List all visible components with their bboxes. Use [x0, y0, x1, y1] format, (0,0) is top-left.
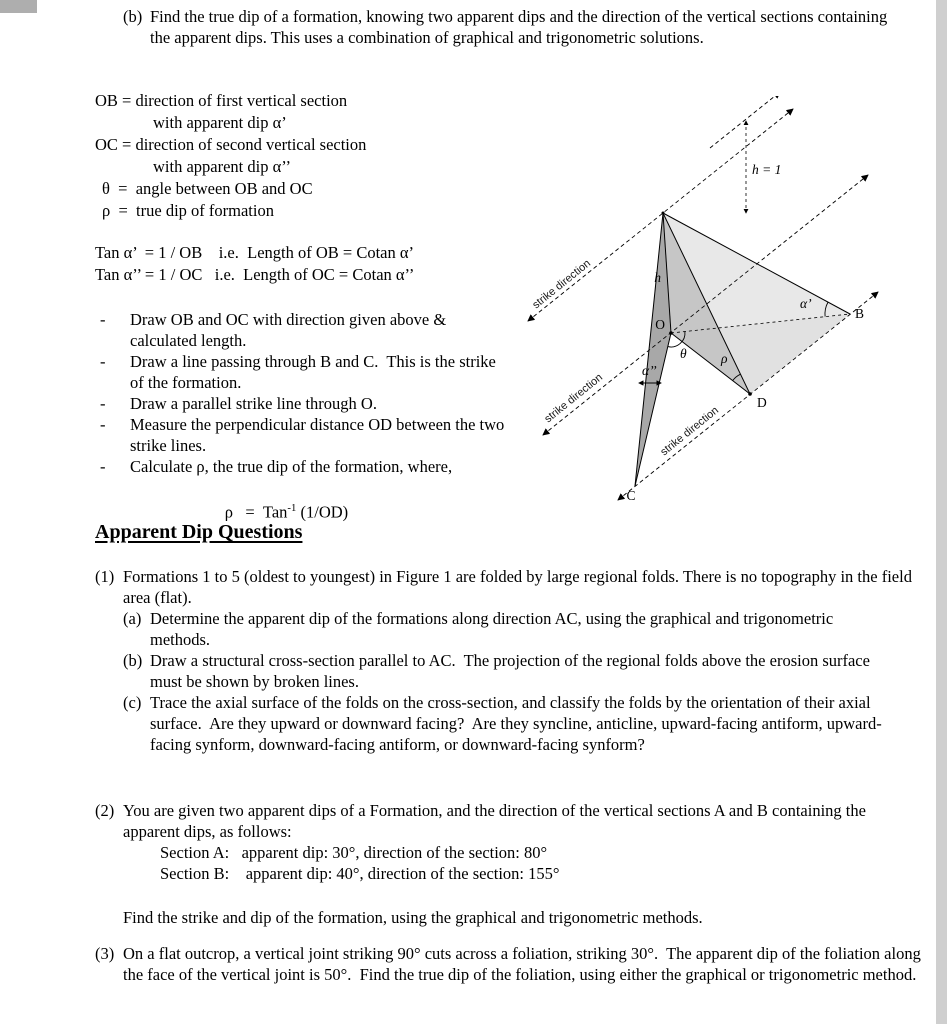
part-a-text: Determine the apparent dip of the formations along direction AC, using the graphical and trigonometric methods. [150, 609, 838, 649]
rho-label: ρ [721, 351, 728, 366]
intro-paragraph [123, 6, 895, 48]
definitions-block [95, 90, 525, 222]
question-3-number: (3) [95, 944, 115, 963]
definition-rho: ρ = true dip of formation [102, 201, 274, 220]
definition-ob: OB = direction of first vertical section [95, 91, 348, 110]
point-d-dot [748, 392, 752, 396]
strike-direction-label-1: strike direction [530, 257, 594, 312]
step-text: Draw a parallel strike line through O. [130, 394, 377, 413]
apex-dot [662, 212, 665, 215]
strike-line-top-segment [710, 96, 780, 148]
step-text: Draw a line passing through B and C. This is the strike of the formation. [130, 352, 500, 392]
step-item [95, 351, 515, 393]
part-c-text: Trace the axial surface of the folds on the cross-section, and classify the folds by the orientation of their axial surface. Are they upward or downward facing? Are they syncline, anticline, upward-facing antiform, upward-facing synform, downward-facing antiform, or downward-facing synform? [150, 693, 882, 754]
theta-label: θ [680, 346, 687, 361]
strike-direction-label-2: strike direction [542, 371, 606, 426]
section-b-line: Section B: apparent dip: 40°, direction of the section: 155° [160, 864, 560, 883]
step-dash: - [100, 415, 106, 434]
definition-oc: OC = direction of second vertical section [95, 135, 367, 154]
question-1-text: Formations 1 to 5 (oldest to youngest) in Figure 1 are folded by large regional folds. There is no topography in the field area (flat). [123, 567, 917, 607]
point-o-dot [669, 331, 673, 335]
h-equals-1-label: h = 1 [752, 162, 782, 177]
alpha-double-prime-label: α’’ [642, 363, 657, 378]
question-2-number: (2) [95, 801, 115, 820]
step-text: Measure the perpendicular distance OD between the two strike lines. [130, 415, 509, 455]
question-2 [95, 800, 928, 928]
tan-formula-2: Tan α’’ = 1 / OC i.e. Length of OC = Cotan α’’ [95, 265, 415, 284]
step-item [95, 414, 515, 456]
question-2-body [123, 800, 928, 928]
part-b-number: (b) [123, 651, 143, 670]
question-1-body [123, 566, 928, 755]
intro-text: Find the true dip of a formation, knowing two apparent dips and the direction of the vertical sections containing the apparent dips. This uses a combination of graphical and trigonometric solutions. [150, 7, 892, 47]
point-o-label: O [655, 317, 665, 332]
step-item [95, 309, 515, 351]
step-text: Calculate ρ, the true dip of the formation, where, [130, 457, 453, 476]
point-c-label: C [626, 488, 636, 503]
question-3 [95, 943, 928, 985]
step-dash: - [100, 352, 106, 371]
step-dash: - [100, 394, 106, 413]
rho-formula-sup: -1 [287, 502, 297, 514]
question-3-text: On a flat outcrop, a vertical joint striking 90° cuts across a foliation, striking 30°. The apparent dip of the foliation along the face of the vertical joint is 50°. Find the true dip of the foliation, using either the graphical or trigonometric method. [123, 944, 925, 984]
section-a-line: Section A: apparent dip: 30°, direction of the section: 80° [160, 843, 548, 862]
definition-theta: θ = angle between OB and OC [102, 179, 313, 198]
question-1-part-a [123, 608, 928, 650]
procedure-steps [95, 309, 515, 544]
formula-block [95, 242, 535, 286]
question-2-footer: Find the strike and dip of the formation, using the graphical and trigonometric methods. [123, 908, 703, 927]
definition-oc-dip: with apparent dip α’’ [153, 157, 292, 176]
question-1-part-b [123, 650, 928, 692]
part-a-number: (a) [123, 609, 142, 628]
point-b-label: B [855, 306, 865, 321]
h-label: h [654, 270, 661, 285]
definition-ob-dip: with apparent dip α’ [153, 113, 287, 132]
section-heading: Apparent Dip Questions [95, 521, 303, 543]
question-1-number: (1) [95, 567, 115, 586]
part-b-text: Draw a structural cross-section parallel to AC. The projection of the regional folds above the erosion surface must be shown by broken lines. [150, 651, 875, 691]
rho-formula-pre: ρ = Tan [224, 502, 288, 522]
alpha-prime-label: α’ [800, 296, 812, 311]
step-text: Draw OB and OC with direction given above & calculated length. [130, 310, 451, 350]
question-3-body [123, 943, 928, 985]
dip-diagram [518, 96, 938, 511]
question-1 [95, 566, 928, 755]
step-dash: - [100, 310, 106, 329]
strike-direction-label-3: strike direction [658, 404, 722, 459]
intro-label: (b) [123, 7, 143, 26]
point-d-label: D [757, 395, 767, 410]
question-2-text: You are given two apparent dips of a Formation, and the direction of the vertical sections A and B containing the apparent dips, as follows: [123, 801, 871, 841]
question-2-sections [123, 842, 928, 884]
part-c-number: (c) [123, 693, 142, 712]
step-item [95, 393, 515, 414]
question-1-part-c [123, 692, 928, 755]
step-item [95, 456, 515, 477]
rho-formula-post: (1/OD) [296, 502, 349, 522]
step-dash: - [100, 457, 106, 476]
scan-edge-corner [0, 0, 37, 13]
tan-formula-1: Tan α’ = 1 / OB i.e. Length of OB = Cotan α’ [95, 243, 415, 262]
